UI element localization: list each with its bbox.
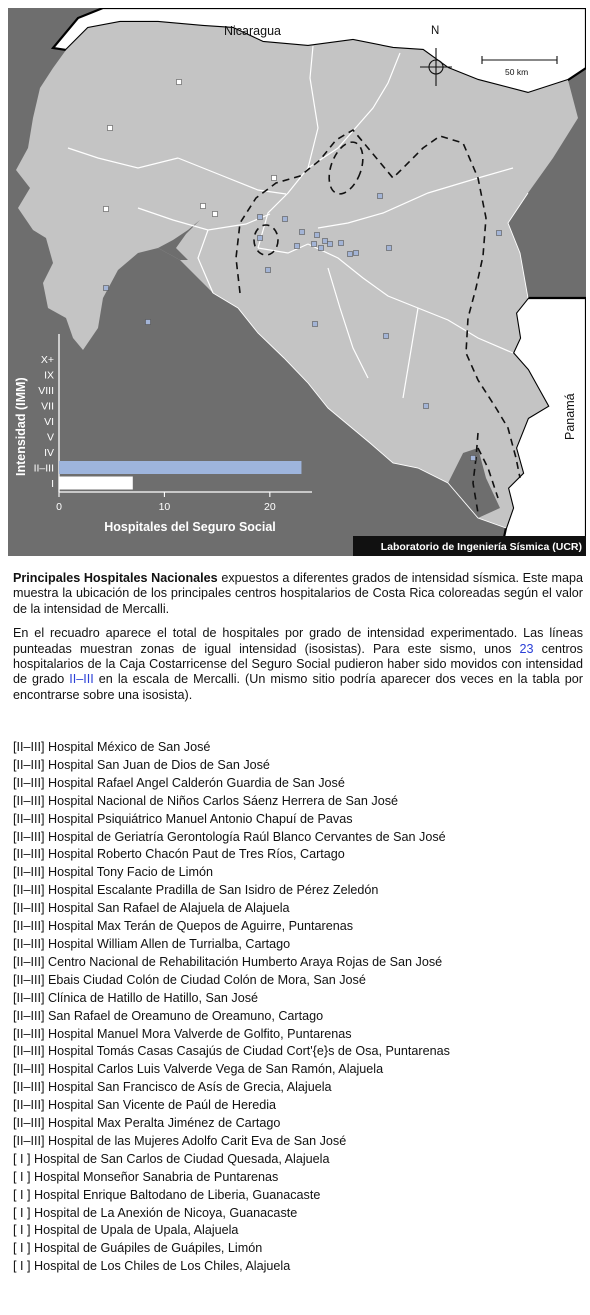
- hospital-name: Hospital Roberto Chacón Paut de Tres Ríos, Cartago: [48, 847, 345, 862]
- list-item: [13, 775, 583, 793]
- hospital-marker-icon: [108, 126, 113, 131]
- list-item: [13, 1026, 583, 1044]
- hospital-name: Hospital Monseñor Sanabria de Puntarenas: [34, 1169, 279, 1184]
- hospital-marker-icon: [146, 320, 151, 325]
- hospital-name: Hospital de La Anexión de Nicoya, Guanacaste: [34, 1205, 298, 1220]
- intensity-tag: [ I ]: [13, 1151, 31, 1166]
- intensity-tag: [ I ]: [13, 1259, 31, 1274]
- list-item: [13, 1258, 583, 1276]
- category-label: V: [46, 431, 54, 444]
- hospital-marker-icon: [258, 215, 263, 220]
- caption-p1-text: expuestos a diferentes grados de intensidad sísmica. Este mapa muestra la ubicación de los principales centros hospitalarios de Costa Rica coloreadas según el valor de la intensidad de Mercalli.: [13, 571, 583, 616]
- hospital-name: Hospital Rafael Angel Calderón Guardia de San José: [48, 775, 345, 790]
- caption-title: Principales Hospitales Nacionales: [13, 571, 218, 585]
- hospital-name: Hospital México de San José: [48, 740, 211, 754]
- hospital-marker-icon: [315, 233, 320, 238]
- hospital-marker-icon: [213, 212, 218, 217]
- hospital-name: Hospital Max Peralta Jiménez de Cartago: [48, 1116, 281, 1131]
- hospital-marker-icon: [300, 230, 305, 235]
- hospital-marker-icon: [272, 176, 277, 181]
- hospital-name: Hospital Tony Facio de Limón: [48, 865, 213, 880]
- intensity-tag: [II–III]: [13, 919, 45, 934]
- category-label: VIII: [38, 385, 54, 397]
- caption-paragraph-1: [13, 571, 583, 617]
- hospital-marker-icon: [283, 217, 288, 222]
- x-tick-label: 20: [263, 501, 276, 513]
- intensity-tag: [II–III]: [13, 757, 45, 772]
- hospital-name: Hospital de Geriatría Gerontología Raúl Blanco Cervantes de San José: [48, 829, 446, 844]
- list-item: [13, 1222, 583, 1240]
- hospital-name: Hospital de Guápiles de Guápiles, Limón: [34, 1241, 263, 1256]
- hospital-marker-icon: [104, 286, 109, 291]
- caption-p2-c: en la escala de Mercalli. (Un mismo sitio podría aparecer dos veces en la tabla por encontrarse sobre una isosista).: [13, 672, 584, 702]
- category-label: VII: [41, 400, 54, 413]
- hospital-marker-icon: [384, 334, 389, 339]
- hospital-name: Hospital Manuel Mora Valverde de Golfito, Puntarenas: [48, 1026, 352, 1041]
- hospital-marker-icon: [295, 244, 300, 249]
- hospital-marker-icon: [328, 242, 333, 247]
- intensity-tag: [II–III]: [13, 811, 45, 826]
- intensity-tag: [II–III]: [13, 954, 45, 969]
- intensity-tag: [II–III]: [13, 1080, 45, 1095]
- hospital-marker-icon: [177, 80, 182, 85]
- hospital-name: Hospital Escalante Pradilla de San Isidro de Pérez Zeledón: [48, 883, 379, 898]
- nicaragua-label: Nicaragua: [224, 24, 281, 38]
- intensity-tag: [II–III]: [13, 1008, 45, 1023]
- list-item: [13, 954, 583, 972]
- list-item: [13, 1187, 583, 1205]
- hospital-name: Centro Nacional de Rehabilitación Humberto Araya Rojas de San José: [48, 954, 443, 969]
- hospital-marker-icon: [387, 246, 392, 251]
- map-caption: [13, 571, 583, 712]
- credit-label: Laboratorio de Ingeniería Sísmica (UCR): [380, 541, 582, 553]
- north-label: N: [431, 25, 440, 37]
- intensity-tag: [II–III]: [13, 1062, 45, 1077]
- intensity-tag: [II–III]: [13, 1044, 45, 1059]
- intensity-tag: [II–III]: [13, 793, 45, 808]
- list-item: [13, 1151, 583, 1169]
- hospital-marker-icon: [312, 242, 317, 247]
- x-tick-label: 10: [158, 501, 171, 513]
- hospital-marker-icon: [323, 239, 328, 244]
- hospital-marker-icon: [348, 252, 353, 257]
- hospital-marker-icon: [471, 456, 476, 461]
- hospital-name: Hospital de San Carlos de Ciudad Quesada, Alajuela: [34, 1151, 330, 1166]
- hospital-name: Hospital de Upala de Upala, Alajuela: [34, 1223, 239, 1238]
- intensity-tag: [II–III]: [13, 1116, 45, 1131]
- list-item: [13, 936, 583, 954]
- hospital-name: Hospital San Juan de Dios de San José: [48, 757, 270, 772]
- list-item: [13, 1008, 583, 1026]
- hospital-marker-icon: [354, 251, 359, 256]
- list-item: [13, 846, 583, 864]
- list-item: [13, 1205, 583, 1223]
- intensity-tag: [II–III]: [13, 883, 45, 898]
- intensity-tag: [II–III]: [13, 972, 45, 987]
- seismic-intensity-map: [8, 8, 586, 556]
- panama-label: Panamá: [563, 393, 577, 440]
- hospital-marker-icon: [201, 204, 206, 209]
- x-tick-label: 0: [56, 501, 62, 513]
- intensity-tag: [II–III]: [13, 775, 45, 790]
- hospital-name: Hospital Enrique Baltodano de Liberia, Guanacaste: [34, 1187, 321, 1202]
- caption-p2-b: centros hospitalarios de la Caja Costarricense del Seguro Social pudieron haber sido movidos con intensidad de grado: [13, 641, 583, 687]
- hospital-marker-icon: [497, 231, 502, 236]
- hospital-name: Hospital Carlos Luis Valverde Vega de San Ramón, Alajuela: [48, 1062, 384, 1077]
- intensity-grade: II–III: [69, 672, 94, 687]
- list-item: [13, 739, 583, 757]
- hospital-marker-icon: [378, 194, 383, 199]
- hospital-marker-icon: [104, 207, 109, 212]
- list-item: [13, 811, 583, 829]
- list-item: [13, 1115, 583, 1133]
- bar-I: [59, 477, 133, 490]
- scale-label: 50 km: [505, 67, 529, 77]
- intensity-tag: [II–III]: [13, 847, 45, 862]
- intensity-tag: [ I ]: [13, 1241, 31, 1256]
- hospital-marker-icon: [258, 236, 263, 241]
- intensity-tag: [II–III]: [13, 829, 45, 844]
- hospital-name: Hospital Tomás Casas Casajús de Ciudad Cort'{e}s de Osa, Puntarenas: [48, 1044, 450, 1059]
- hospital-marker-icon: [319, 246, 324, 251]
- category-label: VI: [44, 416, 54, 428]
- intensity-tag: [II–III]: [13, 1098, 45, 1113]
- hospital-name: Hospital San Vicente de Paúl de Heredia: [48, 1098, 277, 1113]
- hospital-name: Hospital San Rafael de Alajuela de Alajuela: [48, 901, 290, 916]
- list-item: [13, 1169, 583, 1187]
- caption-paragraph-2: [13, 626, 583, 703]
- hospital-name: Hospital William Allen de Turrialba, Cartago: [48, 936, 291, 951]
- list-item: [13, 972, 583, 990]
- intensity-tag: [ I ]: [13, 1187, 31, 1202]
- chart-xlabel: Hospitales del Seguro Social: [104, 520, 276, 534]
- list-item: [13, 918, 583, 936]
- list-item: [13, 900, 583, 918]
- category-label: IV: [44, 447, 54, 459]
- chart-ylabel: Intensidad (IMM): [14, 377, 28, 476]
- intensity-tag: [ I ]: [13, 1169, 31, 1184]
- intensity-tag: [II–III]: [13, 740, 45, 754]
- hospital-name: Hospital San Francisco de Asís de Grecia, Alajuela: [48, 1080, 332, 1095]
- hospital-marker-icon: [313, 322, 318, 327]
- intensity-tag: [ I ]: [13, 1223, 31, 1238]
- list-item: [13, 1240, 583, 1258]
- hospital-name: Ebais Ciudad Colón de Ciudad Colón de Mora, San José: [48, 972, 366, 987]
- intensity-tag: [II–III]: [13, 990, 45, 1005]
- list-item: [13, 1133, 583, 1151]
- list-item: [13, 864, 583, 882]
- list-item: [13, 1061, 583, 1079]
- list-item: [13, 990, 583, 1008]
- hospital-marker-icon: [266, 268, 271, 273]
- list-item: [13, 829, 583, 847]
- intensity-tag: [ I ]: [13, 1205, 31, 1220]
- hospital-name: Clínica de Hatillo de Hatillo, San José: [48, 990, 259, 1005]
- hospital-marker-icon: [424, 404, 429, 409]
- intensity-tag: [II–III]: [13, 1026, 45, 1041]
- caption-p2-a: En el recuadro aparece el total de hospitales por grado de intensidad experimentado. Las líneas punteadas muestran zonas de igual intensidad (isosistas). Para este sismo, unos: [13, 626, 583, 656]
- hospital-name: Hospital de Los Chiles de Los Chiles, Alajuela: [34, 1259, 291, 1274]
- intensity-tag: [II–III]: [13, 901, 45, 916]
- intensity-tag: [II–III]: [13, 1133, 45, 1148]
- list-item: [13, 757, 583, 775]
- hospital-count: 23: [519, 641, 534, 656]
- category-label: I: [51, 478, 54, 490]
- list-item: [13, 1043, 583, 1061]
- list-item: [13, 1097, 583, 1115]
- intensity-tag: [II–III]: [13, 865, 45, 880]
- hospital-name: Hospital Nacional de Niños Carlos Sáenz Herrera de San José: [48, 793, 399, 808]
- hospital-name: Hospital Max Terán de Quepos de Aguirre, Puntarenas: [48, 919, 353, 934]
- intensity-tag: [II–III]: [13, 936, 45, 951]
- bar-II-III: [59, 461, 301, 474]
- category-label: IX: [44, 369, 54, 382]
- hospital-name: Hospital de las Mujeres Adolfo Carit Eva de San José: [48, 1133, 347, 1148]
- category-label: II–III: [33, 462, 54, 475]
- hospital-name: Hospital Psiquiátrico Manuel Antonio Chapuí de Pavas: [48, 811, 353, 826]
- hospital-list: [13, 739, 583, 1276]
- hospital-marker-icon: [339, 241, 344, 246]
- hospital-name: San Rafael de Oreamuno de Oreamuno, Cartago: [48, 1008, 324, 1023]
- list-item: [13, 793, 583, 811]
- category-label: X+: [40, 354, 54, 366]
- list-item: [13, 1079, 583, 1097]
- list-item: [13, 882, 583, 900]
